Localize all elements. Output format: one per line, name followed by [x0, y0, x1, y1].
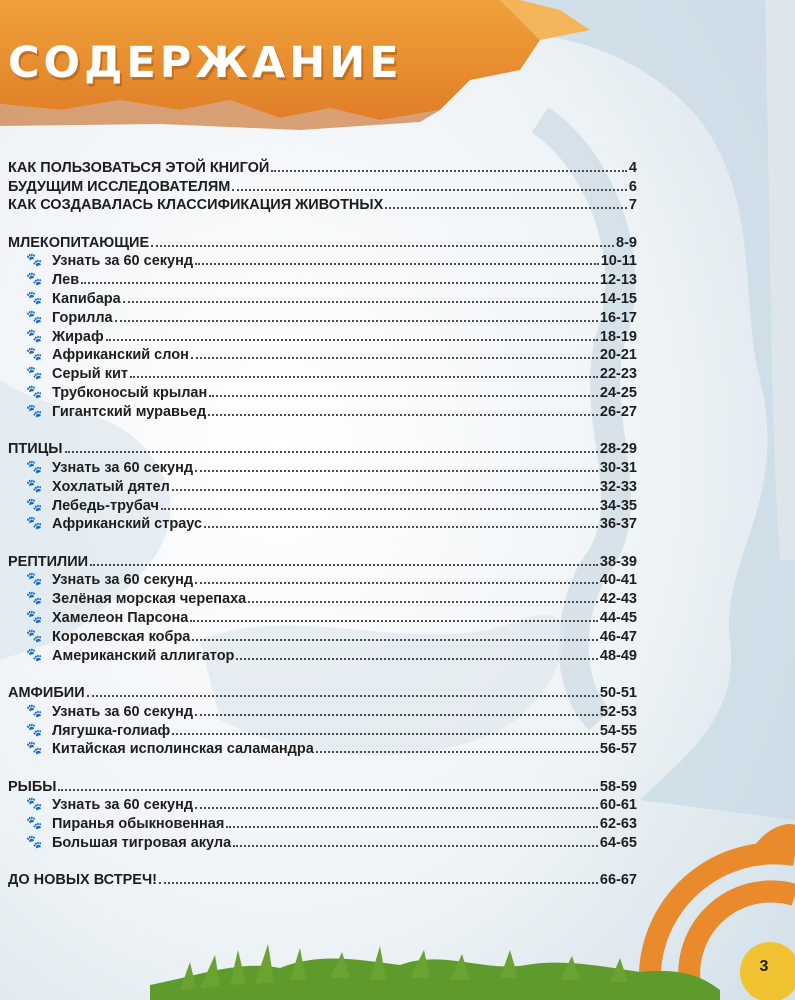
dot-leader [195, 470, 598, 472]
toc-section-page: 28-29 [599, 441, 637, 458]
page-number: 3 [759, 958, 769, 975]
toc-entry-label: Узнать за 60 секунд [52, 459, 194, 476]
toc-section-page: 8-9 [616, 234, 637, 251]
paw-print-icon: 🐾 [26, 834, 43, 849]
toc-entry-page: 30-31 [599, 459, 637, 476]
toc-entry[interactable] [8, 570, 637, 589]
dot-leader [232, 189, 627, 191]
toc-entry[interactable] [8, 326, 637, 345]
toc-entry[interactable] [8, 345, 637, 364]
paw-print-icon: 🐾 [26, 515, 43, 531]
toc-entry-label: Лев [52, 272, 80, 289]
dot-leader [172, 489, 598, 491]
toc-entry-page: 52-53 [599, 703, 637, 720]
toc-entry[interactable] [8, 157, 637, 176]
dot-leader [195, 263, 599, 265]
toc-entry-page: 22-23 [599, 366, 637, 383]
toc-entry-page: 34-35 [599, 497, 637, 514]
dot-leader [248, 601, 598, 603]
toc-section-label: РЕПТИЛИИ [8, 553, 89, 570]
dot-leader [58, 789, 597, 791]
toc-entry-page: 7 [628, 197, 637, 214]
dot-leader [81, 282, 598, 284]
paw-print-icon: 🐾 [26, 740, 43, 756]
toc-entry[interactable] [8, 176, 637, 195]
dot-leader [316, 751, 598, 753]
toc-entry-page: 66-67 [599, 872, 637, 889]
toc-entry-label: Американский аллигатор [52, 647, 235, 664]
dot-leader [87, 695, 598, 697]
paw-print-icon: 🐾 [26, 496, 43, 512]
toc-entry[interactable] [8, 288, 637, 307]
toc-section-birds[interactable] [8, 438, 637, 457]
dot-leader [130, 376, 598, 378]
toc-entry[interactable] [8, 307, 637, 326]
toc-entry[interactable] [8, 588, 637, 607]
toc-entry[interactable] [8, 195, 637, 214]
dot-leader [209, 395, 598, 397]
toc-entry-page: 56-57 [599, 741, 637, 758]
toc-entry-page: 62-63 [599, 816, 637, 833]
dot-leader [226, 826, 598, 828]
paw-print-icon: 🐾 [26, 402, 43, 418]
dot-leader [195, 714, 598, 716]
paw-print-icon: 🐾 [26, 590, 43, 606]
toc-entry-page: 32-33 [599, 478, 637, 495]
paw-print-icon: 🐾 [26, 477, 43, 493]
paw-print-icon: 🐾 [26, 365, 43, 381]
paw-print-icon: 🐾 [26, 252, 43, 268]
dot-leader [90, 564, 598, 566]
toc-entry-label: КАК ПОЛЬЗОВАТЬСЯ ЭТОЙ КНИГОЙ [8, 159, 270, 176]
dot-leader [190, 620, 598, 622]
toc-entry-label: Жираф [52, 328, 104, 345]
toc-entry[interactable] [8, 251, 637, 270]
dot-leader [236, 658, 597, 660]
toc-entry-page: 12-13 [599, 272, 637, 289]
toc-entry[interactable] [8, 514, 637, 533]
toc-entry[interactable] [8, 813, 637, 832]
toc-entry-page: 46-47 [599, 628, 637, 645]
dot-leader [65, 451, 598, 453]
toc-entry-page: 36-37 [599, 516, 637, 533]
toc-entry-label: БУДУЩИМ ИССЛЕДОВАТЕЛЯМ [8, 178, 231, 195]
dot-leader [161, 508, 598, 510]
toc-entry-page: 18-19 [599, 328, 637, 345]
toc-entry[interactable] [8, 626, 637, 645]
paw-print-icon: 🐾 [26, 627, 43, 643]
toc-section-page: 58-59 [599, 778, 637, 795]
toc-entry[interactable] [8, 401, 637, 420]
table-of-contents [8, 157, 637, 888]
toc-section-mammals[interactable] [8, 232, 637, 251]
toc-section-reptiles[interactable] [8, 551, 637, 570]
paw-print-icon: 🐾 [26, 384, 43, 400]
paw-print-icon: 🐾 [26, 796, 43, 812]
dot-leader [123, 301, 598, 303]
toc-entry-page: 4 [628, 159, 637, 176]
toc-entry[interactable] [8, 739, 637, 758]
dot-leader [192, 639, 598, 641]
toc-section-label: АМФИБИИ [8, 684, 85, 701]
paw-print-icon: 🐾 [26, 646, 43, 662]
dot-leader [151, 245, 614, 247]
paw-print-icon: 🐾 [26, 271, 43, 287]
paw-print-icon: 🐾 [26, 308, 43, 324]
paw-print-icon: 🐾 [26, 609, 43, 625]
toc-entry-label: Узнать за 60 секунд [52, 572, 194, 589]
dot-leader [195, 582, 598, 584]
toc-entry-page: 42-43 [599, 591, 637, 608]
toc-section-page: 38-39 [599, 553, 637, 570]
toc-entry-label: Хамелеон Парсона [52, 610, 189, 627]
dot-leader [191, 357, 598, 359]
toc-entry-label: Большая тигровая акула [52, 835, 232, 851]
toc-entry-page: 54-55 [599, 722, 637, 739]
dot-leader [172, 733, 598, 735]
toc-entry-label: Королевская кобра [52, 628, 191, 645]
toc-entry-label: Хохлатый дятел [52, 478, 170, 495]
toc-entry-label: КАК СОЗДАВАЛАСЬ КЛАССИФИКАЦИЯ ЖИВОТНЫХ [8, 197, 384, 214]
toc-entry-page: 64-65 [599, 835, 637, 851]
toc-section-label: ПТИЦЫ [8, 441, 63, 458]
toc-entry[interactable] [8, 607, 637, 626]
toc-entry[interactable] [8, 832, 637, 851]
toc-entry-page: 14-15 [599, 291, 637, 308]
toc-entry-label: ДО НОВЫХ ВСТРЕЧ! [8, 872, 158, 889]
toc-entry-label: Пиранья обыкновенная [52, 816, 225, 833]
page-title: СОДЕРЖАНИЕ [8, 38, 403, 88]
dot-leader [195, 807, 598, 809]
paw-print-icon: 🐾 [26, 458, 43, 474]
toc-entry-label: Лягушка-голиаф [52, 722, 171, 739]
toc-section-label: РЫБЫ [8, 778, 57, 795]
dot-leader [385, 207, 627, 209]
paw-print-icon: 🐾 [26, 702, 43, 718]
toc-section-label: МЛЕКОПИТАЮЩИЕ [8, 234, 150, 251]
paw-print-icon: 🐾 [26, 815, 43, 831]
toc-entry[interactable] [8, 495, 637, 514]
paw-print-icon: 🐾 [26, 327, 43, 343]
toc-section-amphibians[interactable] [8, 682, 637, 701]
toc-entry-label: Горилла [52, 309, 113, 326]
toc-entry-label: Зелёная морская черепаха [52, 591, 247, 608]
dot-leader [159, 882, 598, 884]
dot-leader [204, 526, 598, 528]
toc-entry-label: Серый кит [52, 366, 128, 383]
toc-entry[interactable] [8, 476, 637, 495]
toc-section-fish[interactable] [8, 776, 637, 795]
paw-print-icon: 🐾 [26, 290, 43, 306]
toc-entry[interactable] [8, 795, 637, 814]
toc-section-page: 50-51 [599, 684, 637, 701]
toc-entry-page: 40-41 [599, 572, 637, 589]
dot-leader [271, 170, 627, 172]
toc-entry-page: 20-21 [599, 347, 637, 364]
toc-entry[interactable] [8, 363, 637, 382]
toc-entry-label: Китайская исполинская саламандра [52, 741, 314, 758]
toc-entry[interactable] [8, 701, 637, 720]
toc-entry[interactable] [8, 645, 637, 664]
toc-entry[interactable] [8, 457, 637, 476]
dot-leader [106, 339, 598, 341]
dot-leader [208, 414, 598, 416]
dot-leader [233, 845, 598, 847]
toc-entry-page: 26-27 [599, 403, 637, 420]
toc-entry-label: Африканский страус [52, 516, 203, 533]
toc-entry-label: Лебедь-трубач [52, 497, 159, 514]
toc-entry-label: Гигантский муравьед [52, 403, 207, 420]
toc-entry-page: 48-49 [599, 647, 637, 664]
paw-print-icon: 🐾 [26, 346, 43, 362]
toc-entry-page: 44-45 [599, 610, 637, 627]
toc-entry[interactable] [8, 382, 637, 401]
toc-entry-page: 24-25 [599, 385, 637, 402]
toc-entry-page: 16-17 [599, 309, 637, 326]
toc-entry-page: 6 [628, 178, 637, 195]
toc-entry-label: Узнать за 60 секунд [52, 797, 194, 814]
dot-leader [115, 320, 598, 322]
paw-print-icon: 🐾 [26, 721, 43, 737]
toc-entry-page: 10-11 [600, 253, 637, 270]
toc-entry-label: Африканский слон [52, 347, 189, 364]
toc-entry[interactable] [8, 269, 637, 288]
toc-entry-label: Капибара [52, 291, 121, 308]
toc-entry-label: Узнать за 60 секунд [52, 253, 194, 270]
toc-entry-label: Узнать за 60 секунд [52, 703, 194, 720]
toc-entry-outro[interactable] [8, 870, 637, 889]
paw-print-icon: 🐾 [26, 571, 43, 587]
toc-entry[interactable] [8, 720, 637, 739]
toc-entry-label: Трубконосый крылан [52, 385, 208, 402]
toc-entry-page: 60-61 [599, 797, 637, 814]
